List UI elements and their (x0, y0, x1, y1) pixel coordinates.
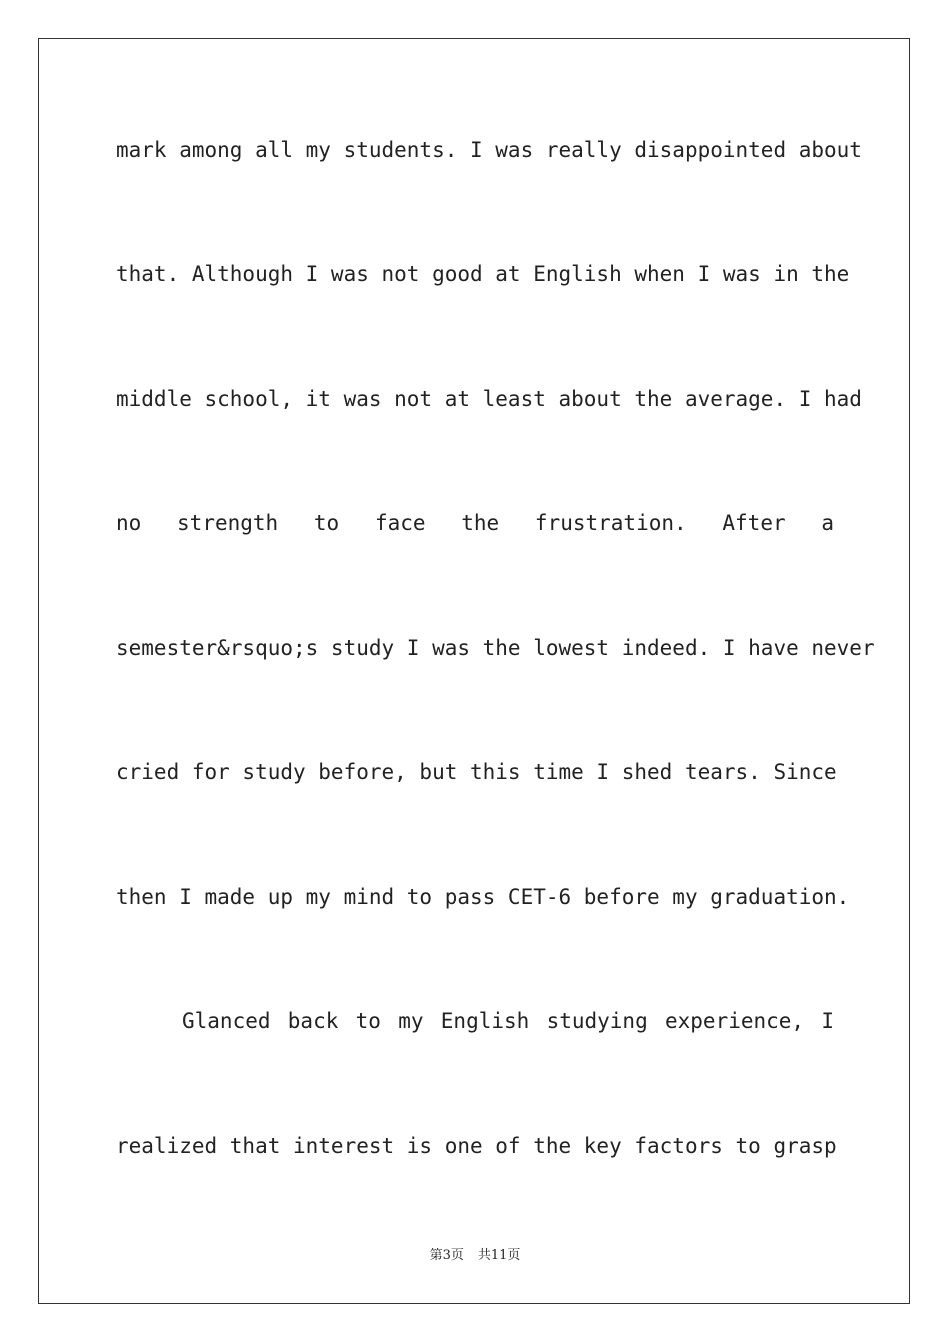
text-line-5: semester&rsquo;s study I was the lowest indeed. I have never (116, 636, 875, 660)
text-line-9: realized that interest is one of the key factors to grasp (116, 1134, 837, 1158)
page-number: 第3页 (429, 1248, 464, 1263)
text-line-2: that. Although I was not good at English when I was in the (116, 262, 850, 286)
page-footer (0, 1247, 950, 1265)
text-line-3: middle school, it was not at least about the average. I had (116, 387, 862, 411)
text-line-1: mark among all my students. I was really disappointed about (116, 138, 862, 162)
text-line-7: then I made up my mind to pass CET-6 before my graduation. (116, 885, 850, 909)
page-border (38, 38, 910, 1304)
text-line-8: Glanced back to my English studying experience, I (182, 1009, 834, 1033)
text-line-6: cried for study before, but this time I shed tears. Since (116, 760, 837, 784)
page-total: 共11页 (477, 1248, 521, 1263)
text-line-4: no strength to face the frustration. After a (116, 511, 834, 535)
